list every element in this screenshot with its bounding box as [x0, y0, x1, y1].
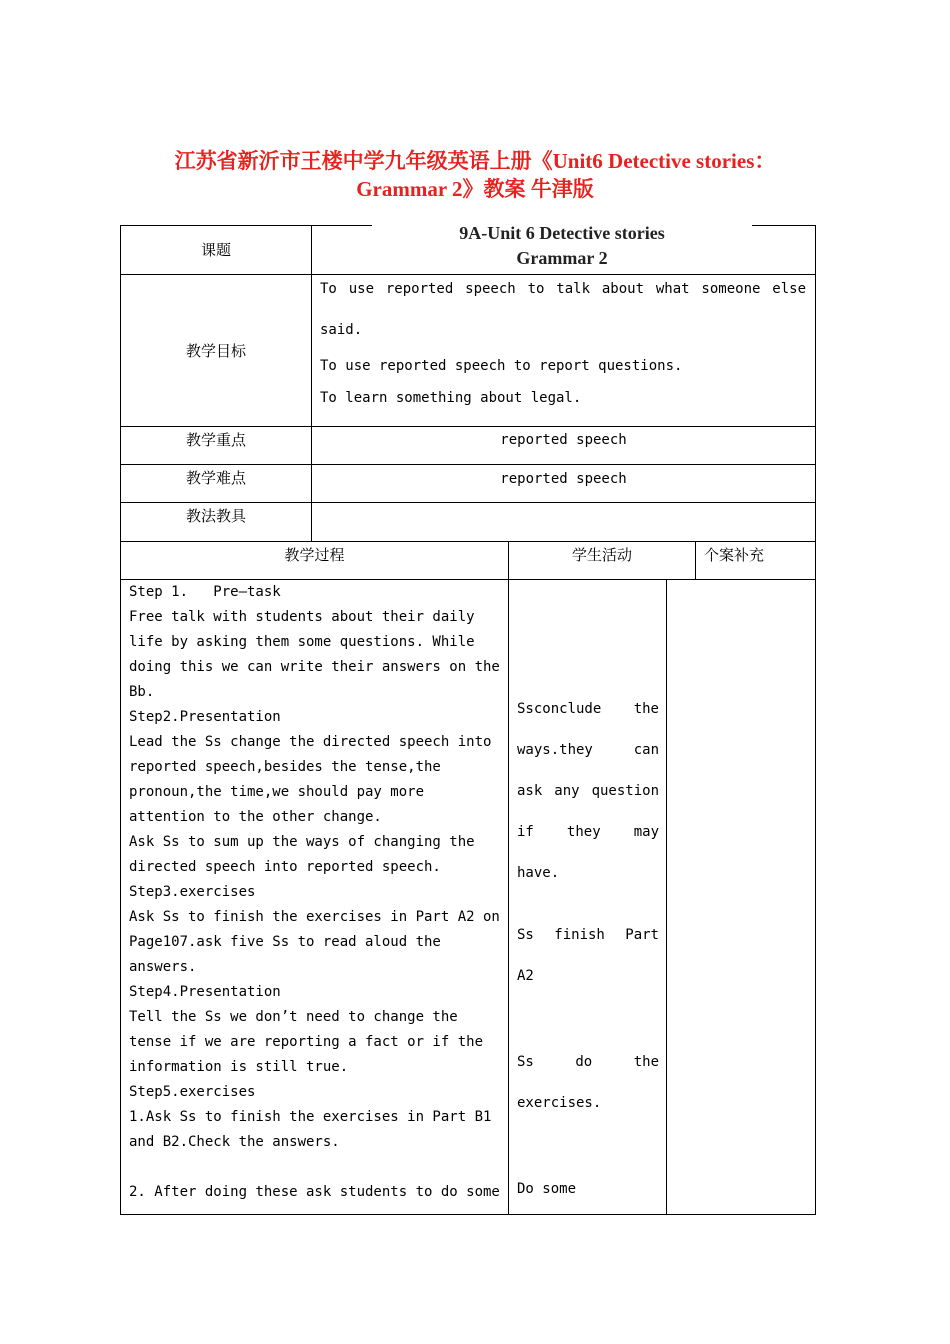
table-column-divider [666, 579, 667, 1214]
table-border-left [120, 225, 121, 1215]
step-line: directed speech into reported speech. [129, 859, 441, 875]
goal-item: said. [320, 322, 363, 338]
step-line: Step5.exercises [129, 1084, 256, 1100]
difficulty-value: reported speech [500, 471, 627, 487]
table-rule [120, 274, 816, 275]
step-line: 1.Ask Ss to finish the exercises in Part B1 [129, 1109, 492, 1125]
activity-header: 学生活动 [571, 546, 632, 564]
step-line: tense if we are reporting a fact or if the [129, 1034, 484, 1050]
step-line: Ask Ss to sum up the ways of changing the [129, 834, 475, 850]
step-line: 2. After doing these ask students to do some [129, 1184, 500, 1200]
activity-line: ask any question [517, 783, 659, 799]
activity-line: Do some [517, 1181, 577, 1197]
activity-group-4 [517, 1169, 659, 1210]
activity-line: exercises. [517, 1095, 602, 1111]
step-line: information is still true. [129, 1059, 349, 1075]
table-column-divider [695, 541, 696, 579]
key-point-value: reported speech [500, 432, 627, 448]
supplement-header: 个案补充 [704, 546, 765, 564]
activity-line: Ssconclude the [517, 701, 659, 717]
key-point-label: 教学重点 [185, 431, 246, 449]
topic-line1: 9A-Unit 6 Detective stories [459, 223, 665, 243]
activity-line: ways.they can [517, 742, 659, 758]
activity-line: A2 [517, 968, 534, 984]
step-line: pronoun,the time,we should pay more [129, 784, 425, 800]
step-line: life by asking them some questions. While [129, 634, 475, 650]
methods-label: 教法教具 [185, 507, 246, 525]
step-line: reported speech,besides the tense,the [129, 759, 441, 775]
activity-group-3 [517, 1042, 659, 1124]
step-line: Step2.Presentation [129, 709, 281, 725]
table-rule [120, 541, 816, 542]
table-rule [120, 502, 816, 503]
step-line: Step4.Presentation [129, 984, 281, 1000]
activity-line: if they may [517, 824, 659, 840]
difficulty-label: 教学难点 [185, 469, 246, 487]
step-line: Page107.ask five Ss to read aloud the [129, 934, 441, 950]
goal-item: To use reported speech to talk about what someone else [320, 281, 806, 297]
goals-label: 教学目标 [185, 342, 246, 360]
table-rule [120, 464, 816, 465]
activity-group-2 [517, 915, 659, 997]
step-line: Ask Ss to finish the exercises in Part A2 on [129, 909, 500, 925]
goal-item: To use reported speech to report questions. [320, 358, 683, 374]
step-line: Lead the Ss change the directed speech into [129, 734, 492, 750]
step-line: attention to the other change. [129, 809, 382, 825]
step-line: answers. [129, 959, 197, 975]
activity-group-1 [517, 689, 659, 894]
step-line: doing this we can write their answers on the [129, 659, 500, 675]
table-column-divider [311, 225, 312, 541]
step-line: Step 1. Pre—task [129, 584, 281, 600]
process-header: 教学过程 [284, 546, 345, 564]
table-border-bottom [120, 1214, 816, 1215]
table-border-right [815, 225, 816, 1215]
topic-line2: Grammar 2 [516, 248, 608, 268]
step-line: Tell the Ss we don’t need to change the [129, 1009, 458, 1025]
teaching-steps [129, 580, 501, 1205]
page-title-line2: Grammar 2》教案 牛津版 [356, 177, 594, 201]
goal-item: To learn something about legal. [320, 390, 582, 406]
activity-line: Ss finish Part [517, 927, 659, 943]
table-column-divider [508, 541, 509, 1214]
activity-line: have. [517, 865, 560, 881]
table-rule [120, 426, 816, 427]
step-line: Bb. [129, 684, 155, 700]
step-line [129, 1155, 501, 1180]
step-line: Step3.exercises [129, 884, 256, 900]
step-line: and B2.Check the answers. [129, 1134, 340, 1150]
page-title-line1: 江苏省新沂市王楼中学九年级英语上册《Unit6 Detective stories： [174, 149, 776, 173]
topic-heading-image [372, 221, 752, 269]
step-line: Free talk with students about their daily [129, 609, 475, 625]
activity-line: Ss do the [517, 1054, 659, 1070]
topic-label: 课题 [200, 241, 231, 259]
